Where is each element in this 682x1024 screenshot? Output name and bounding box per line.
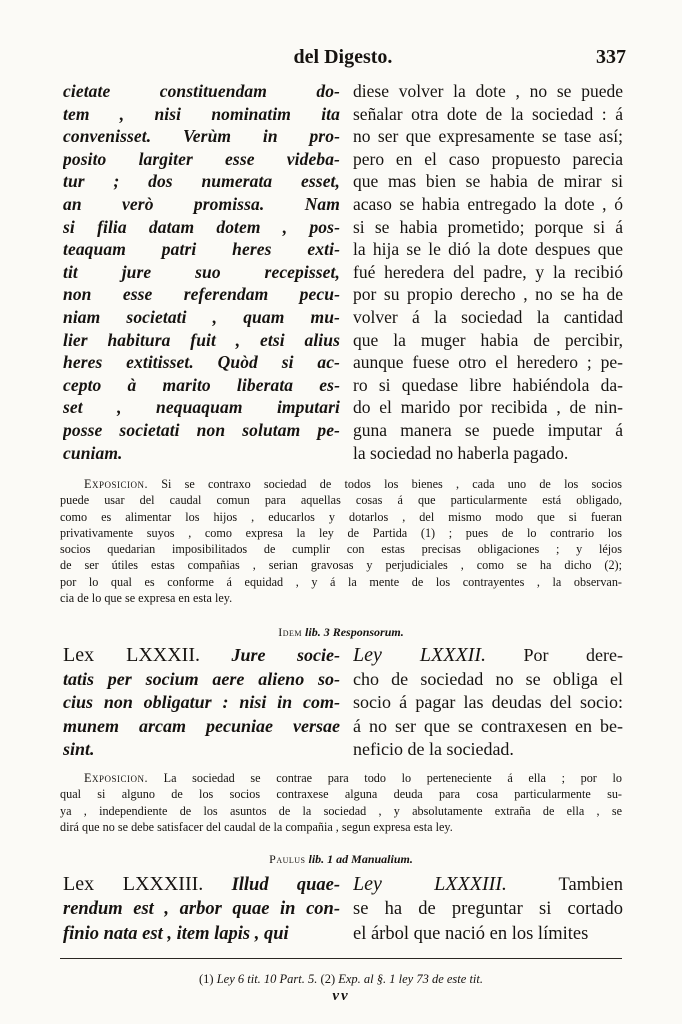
law-attribution [0,852,682,867]
text-line: set , nequaquam imputari [63,397,340,418]
text-line: posse societati non solutam pe- [63,419,340,440]
text-line-body: Illud quae- [231,875,340,895]
text-line: el árbol que nació en los límites [353,924,589,944]
text-line: señalar otra dote de la sociedad : á [353,103,623,124]
spanish-column [353,644,623,762]
text-line: lier habitura fuit , etsi alius [63,329,340,350]
text-line: neficio de la sociedad. [353,739,514,760]
text-line: la hija se le dió la dote despues que [353,239,623,260]
attribution-book: lib. 3 Responsorum. [305,625,404,639]
text-line: que la muger habia de percibir, [353,329,623,350]
text-line: do el marido por recibida , de nin- [353,397,623,418]
text-line: sint. [63,739,95,760]
commentary-line: de ser útiles estas compañias , serian gravosas y perjudiciales , como se ha dicho (2); [60,558,622,573]
text-line: á no ser que se contraxesen en be- [353,715,623,736]
law-83 [63,872,623,952]
text-line: heres extitisset. Quòd si ac- [63,352,340,373]
footnote-marker: (1) [199,972,214,986]
law-heading: Ley LXXXII. [353,644,486,666]
text-line: se ha de preguntar si cortado [353,899,623,919]
text-line: si se habia prometido; porque si á [353,216,623,237]
text-line: acaso se habia entregado la dote , ó [353,193,623,214]
commentary-line: puede usar del caudal comun para aquellas cosas á que particularmente está obligado, [60,493,622,508]
spanish-column [353,872,623,947]
commentary-line: ya , independiente de los asuntos de la sociedad , y absolutamente extraña de ella , se [60,803,622,818]
text-line: fué heredera del padre, y la recibió [353,261,623,282]
latin-column [63,644,340,762]
commentary-label: Exposicion. [84,477,148,491]
footnote-text: Ley 6 tit. 10 Part. 5. [216,972,318,986]
footnote-marker: (2) [320,972,336,986]
footnote-rule [60,958,622,959]
text-line: diese volver la dote , no se puede [353,81,623,101]
attribution-book: lib. 1 ad Manualium. [308,852,413,866]
text-line: cuniam. [63,442,123,463]
commentary-label: Exposicion. [84,771,148,785]
commentary-line: cia de lo que se expresa en esta ley. [60,591,233,606]
law-82 [63,644,623,766]
text-line: la sociedad no haberla pagado. [353,442,569,463]
commentary-line: socios quedarian imposibilitados de cumplir con estas precisas obligaciones ; y léjos [60,542,622,557]
text-line: socio á pagar las deudas del socio: [353,692,623,713]
text-line [353,872,623,897]
text-line: teaquam patri heres exti- [63,239,340,260]
law-heading: Lex LXXXIII. [63,873,204,895]
text-line: pero en el caso propuesto parecia [353,148,623,169]
text-line: ro si quedase libre habiéndola da- [353,374,623,395]
commentary-line: qual si alguno de los socios contraxese alguna deuda para cosa particularmente su- [60,787,622,802]
commentary-line: como es alimentar los hijos , educarlos y dotarlos , del mismo modo que si fueran [60,509,622,524]
text-line: por su propio derecho , no se ha de [353,284,623,305]
commentary-line: dirá que no se debe satisfacer del caudal de la compañia , segun expresa esta ley. [60,819,453,834]
text-line: cepto à marito liberata es- [63,374,340,395]
text-line: non esse referendam pecu- [63,284,340,305]
page-header [58,46,628,72]
running-title: del Digesto. [293,46,393,68]
text-line: cietate constituendam do- [63,81,340,101]
law-heading: Lex LXXXII. [63,644,200,666]
text-line-body: Por dere- [523,645,623,665]
commentary-line [60,476,622,492]
text-line: cho de sociedad no se obliga el [353,668,623,689]
signature-mark: vv [332,988,350,1004]
text-line: tem , nisi nominatim ita [63,103,340,124]
law-attribution [0,625,682,640]
text-line: convenisset. Verùm in pro- [63,126,340,147]
text-line-body: Tambien [558,875,623,895]
text-line: an verò promissa. Nam [63,193,340,214]
text-line [353,644,623,668]
text-line: niam societati , quam mu- [63,306,340,327]
text-line: finio nata est , item lapis , qui [63,924,289,944]
footnote-text: Exp. al §. 1 ley 73 de este tit. [338,972,483,986]
attribution-author: Paulus [269,852,306,866]
text-line: guna manera se puede imputar á [353,419,623,440]
latin-column [63,80,340,464]
text-line: que mas bien se habia de mirar si [353,171,623,192]
text-line [63,644,340,668]
text-line: posito largiter esse videba- [63,148,340,169]
text-line: si filia datam dotem , pos- [63,216,340,237]
text-line: tur ; dos numerata esset, [63,171,340,192]
page-number: 337 [596,46,626,68]
commentary-line-body: Si se contraxo sociedad de todos los bienes , cada uno de los socios [161,477,622,491]
attribution-author: Idem [278,625,303,639]
text-line: munem arcam pecuniae versae [63,715,340,736]
text-line: aunque fuese otro el heredero ; pe- [353,352,623,373]
text-line: no ser que expresamente se tase así; [353,126,623,147]
law-continuation [63,80,623,470]
text-line: tit jure suo recepisset, [63,261,340,282]
commentary-line: privativamente suyos , como expresa la ley de Partida (1) ; pues de lo contrario los [60,525,622,540]
text-line: tatis per socium aere alieno so- [63,668,340,689]
exposicion-commentary [60,476,622,606]
footnotes [0,972,682,987]
text-line: cius non obligatur : nisi in com- [63,692,340,713]
text-line [63,872,340,897]
text-line: rendum est , arbor quae in con- [63,899,340,919]
latin-column [63,872,340,947]
law-heading: Ley LXXXIII. [353,873,507,895]
commentary-line: por lo qual es conforme á equidad , y á la mente de los contrayentes , la observan- [60,574,622,589]
commentary-line-body: La sociedad se contrae para todo lo perteneciente á ella ; por lo [163,771,622,785]
exposicion-commentary [60,770,622,835]
spanish-column [353,80,623,464]
commentary-line [60,770,622,786]
text-line: volver á la sociedad la cantidad [353,306,623,327]
text-line-body: Jure socie- [231,645,340,665]
